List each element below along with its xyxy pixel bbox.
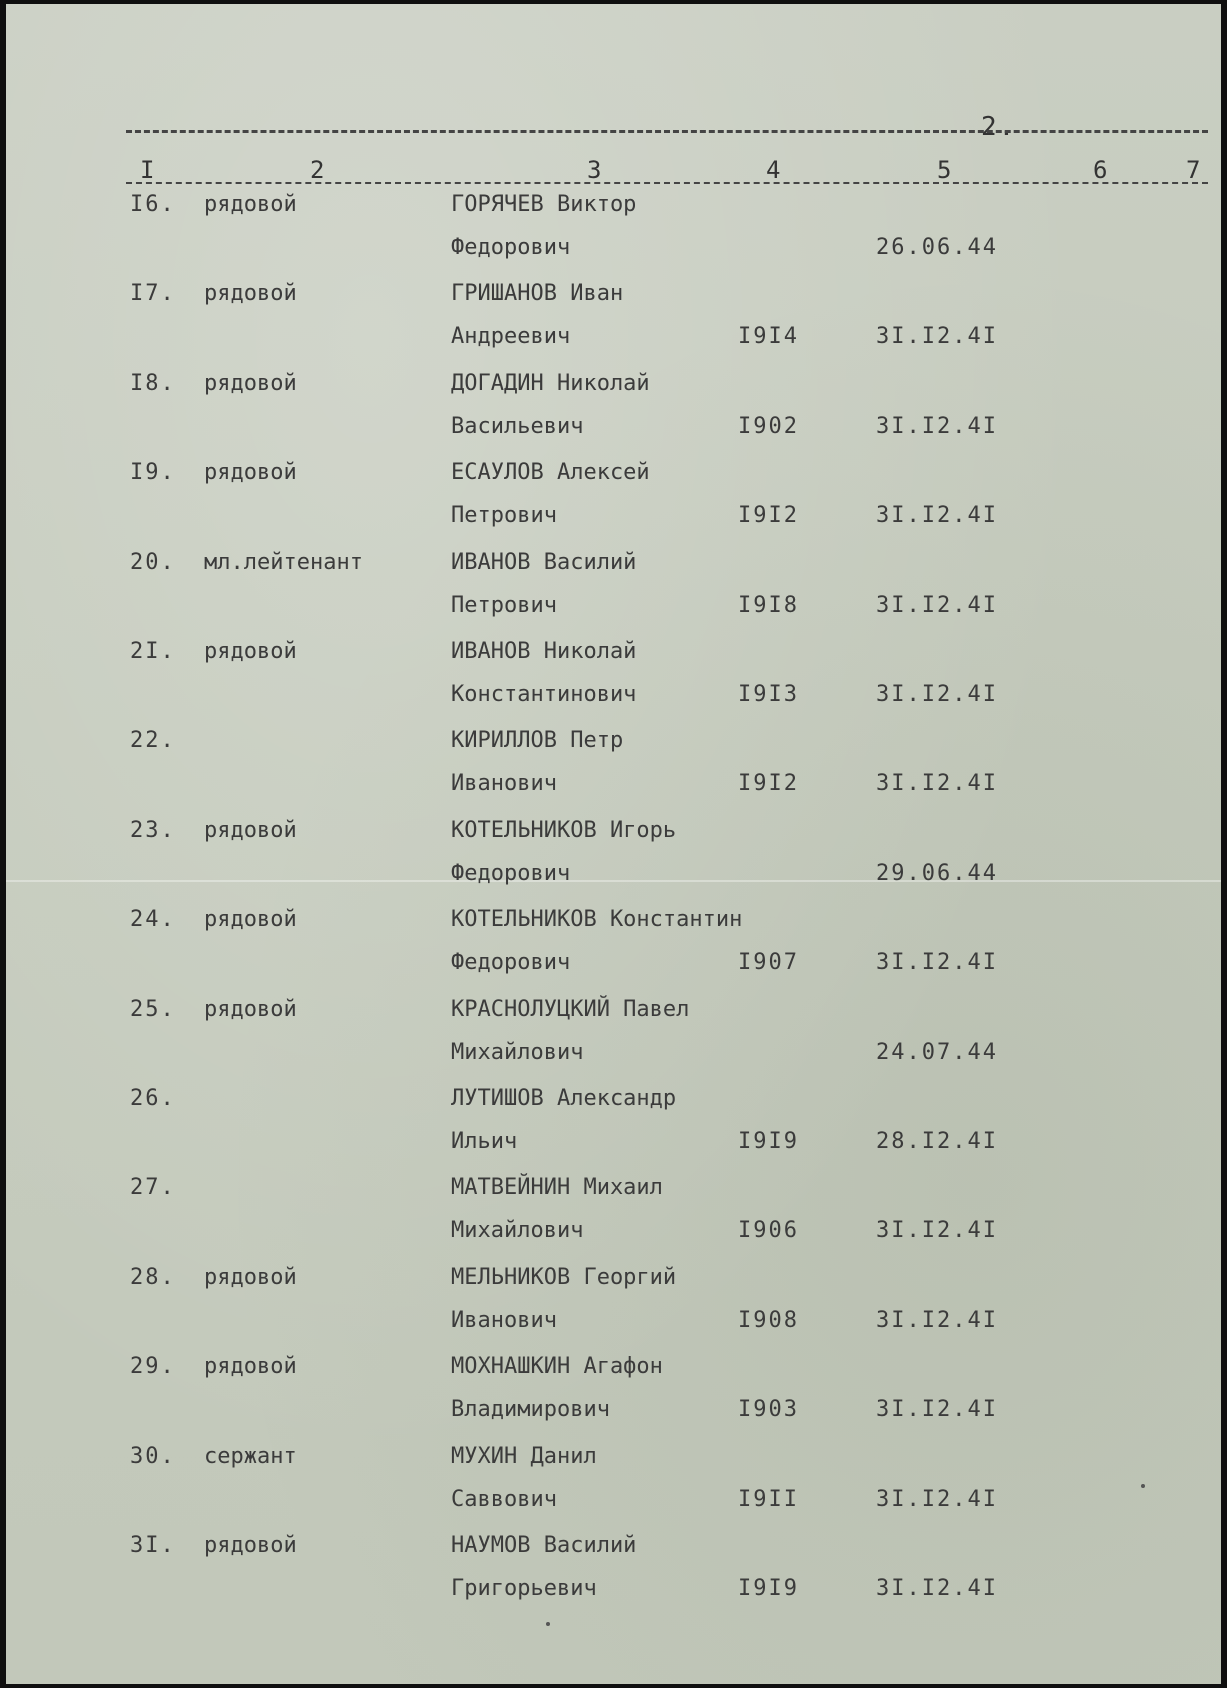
date: 3I.I2.4I	[876, 413, 998, 439]
birth-year: I908	[738, 1307, 799, 1333]
rank: рядовой	[204, 639, 297, 664]
rank: рядовой	[204, 370, 297, 396]
surname-name: МЕЛЬНИКОВ Георгий	[451, 1264, 677, 1290]
rank: рядовой	[204, 996, 297, 1022]
surname-name: ЛУТИШОВ Александр	[451, 1086, 677, 1111]
patronymic: Васильевич	[451, 413, 584, 439]
document-sheet	[6, 4, 1221, 1684]
date: 3I.I2.4I	[876, 1397, 998, 1423]
patronymic: Иванович	[451, 1307, 557, 1333]
rank: рядовой	[204, 281, 297, 307]
patronymic: Иванович	[451, 771, 557, 797]
date: 3I.I2.4I	[876, 1218, 998, 1244]
column-header-5: 5	[937, 156, 952, 184]
patronymic: Федорович	[451, 950, 571, 976]
birth-year: I9I3	[738, 682, 799, 707]
row-number: I9.	[130, 460, 176, 486]
rank: рядовой	[204, 1354, 297, 1380]
rank: рядовой	[204, 1533, 297, 1558]
row-number: I6.	[130, 192, 176, 217]
date: 3I.I2.4I	[876, 592, 998, 618]
row-number: 25.	[130, 996, 176, 1022]
date: 3I.I2.4I	[876, 1486, 998, 1512]
patronymic: Константинович	[451, 682, 637, 707]
patronymic: Петрович	[451, 503, 557, 529]
rank: мл.лейтенант	[204, 549, 363, 575]
surname-name: НАУМОВ Василий	[451, 1533, 637, 1558]
date: 3I.I2.4I	[876, 682, 998, 707]
birth-year: I907	[738, 950, 799, 976]
ink-speck	[1141, 1484, 1145, 1488]
paper-fold	[6, 880, 1221, 882]
row-number: 3I.	[130, 1533, 176, 1558]
date: 3I.I2.4I	[876, 771, 998, 797]
birth-year: I902	[738, 413, 799, 439]
date: 29.06.44	[876, 860, 998, 886]
row-number: I8.	[130, 370, 176, 396]
patronymic: Федорович	[451, 235, 571, 260]
header-dashed-rule	[126, 182, 1208, 184]
row-number: 20.	[130, 549, 176, 575]
birth-year: I9I8	[738, 592, 799, 618]
ink-speck	[546, 1622, 550, 1626]
date: 28.I2.4I	[876, 1129, 998, 1154]
surname-name: КРАСНОЛУЦКИЙ Павел	[451, 996, 690, 1022]
surname-name: МОХНАШКИН Агафон	[451, 1354, 663, 1380]
patronymic: Владимирович	[451, 1397, 610, 1423]
birth-year: I9I9	[738, 1129, 799, 1154]
column-header-4: 4	[766, 156, 781, 184]
birth-year: I9I2	[738, 503, 799, 529]
patronymic: Андреевич	[451, 324, 571, 350]
patronymic: Ильич	[451, 1129, 518, 1154]
surname-name: ЕСАУЛОВ Алексей	[451, 460, 650, 486]
patronymic: Михайлович	[451, 1218, 584, 1244]
date: 24.07.44	[876, 1039, 998, 1065]
date: 26.06.44	[876, 235, 998, 260]
surname-name: ГРИШАНОВ Иван	[451, 281, 624, 307]
surname-name: КОТЕЛЬНИКОВ Игорь	[451, 817, 677, 843]
rank: рядовой	[204, 460, 297, 486]
birth-year: I9I2	[738, 771, 799, 797]
column-header-1: I	[140, 156, 155, 184]
surname-name: МУХИН Данил	[451, 1443, 597, 1469]
column-header-2: 2	[310, 156, 325, 184]
patronymic: Михайлович	[451, 1039, 584, 1065]
date: 3I.I2.4I	[876, 1307, 998, 1333]
row-number: 27.	[130, 1175, 176, 1201]
row-number: 28.	[130, 1264, 176, 1290]
row-number: 26.	[130, 1086, 176, 1111]
rank: рядовой	[204, 192, 297, 217]
patronymic: Григорьевич	[451, 1576, 597, 1601]
date: 3I.I2.4I	[876, 324, 998, 350]
patronymic: Федорович	[451, 860, 571, 886]
date: 3I.I2.4I	[876, 1576, 998, 1601]
row-number: 23.	[130, 817, 176, 843]
date: 3I.I2.4I	[876, 950, 998, 976]
birth-year: I903	[738, 1397, 799, 1423]
row-number: I7.	[130, 281, 176, 307]
patronymic: Петрович	[451, 592, 557, 618]
surname-name: ДОГАДИН Николай	[451, 370, 650, 396]
rank: рядовой	[204, 1264, 297, 1290]
birth-year: I9I9	[738, 1576, 799, 1601]
surname-name: КИРИЛЛОВ Петр	[451, 728, 624, 754]
surname-name: ИВАНОВ Василий	[451, 549, 637, 575]
row-number: 22.	[130, 728, 176, 754]
birth-year: I9I4	[738, 324, 799, 350]
surname-name: МАТВЕЙНИН Михаил	[451, 1175, 663, 1201]
birth-year: I906	[738, 1218, 799, 1244]
column-header-6: 6	[1093, 156, 1108, 184]
rank: сержант	[204, 1443, 297, 1469]
column-header-3: 3	[587, 156, 602, 184]
page-number: 2.	[981, 112, 1017, 142]
birth-year: I9II	[738, 1486, 799, 1512]
surname-name: ГОРЯЧЕВ Виктор	[451, 192, 637, 217]
top-dashed-rule	[126, 130, 1208, 133]
column-header-7: 7	[1186, 156, 1201, 184]
row-number: 29.	[130, 1354, 176, 1380]
date: 3I.I2.4I	[876, 503, 998, 529]
row-number: 2I.	[130, 639, 176, 664]
patronymic: Саввович	[451, 1486, 557, 1512]
row-number: 24.	[130, 907, 176, 933]
surname-name: КОТЕЛЬНИКОВ Константин	[451, 907, 743, 933]
rank: рядовой	[204, 907, 297, 933]
surname-name: ИВАНОВ Николай	[451, 639, 637, 664]
row-number: 30.	[130, 1443, 176, 1469]
rank: рядовой	[204, 817, 297, 843]
